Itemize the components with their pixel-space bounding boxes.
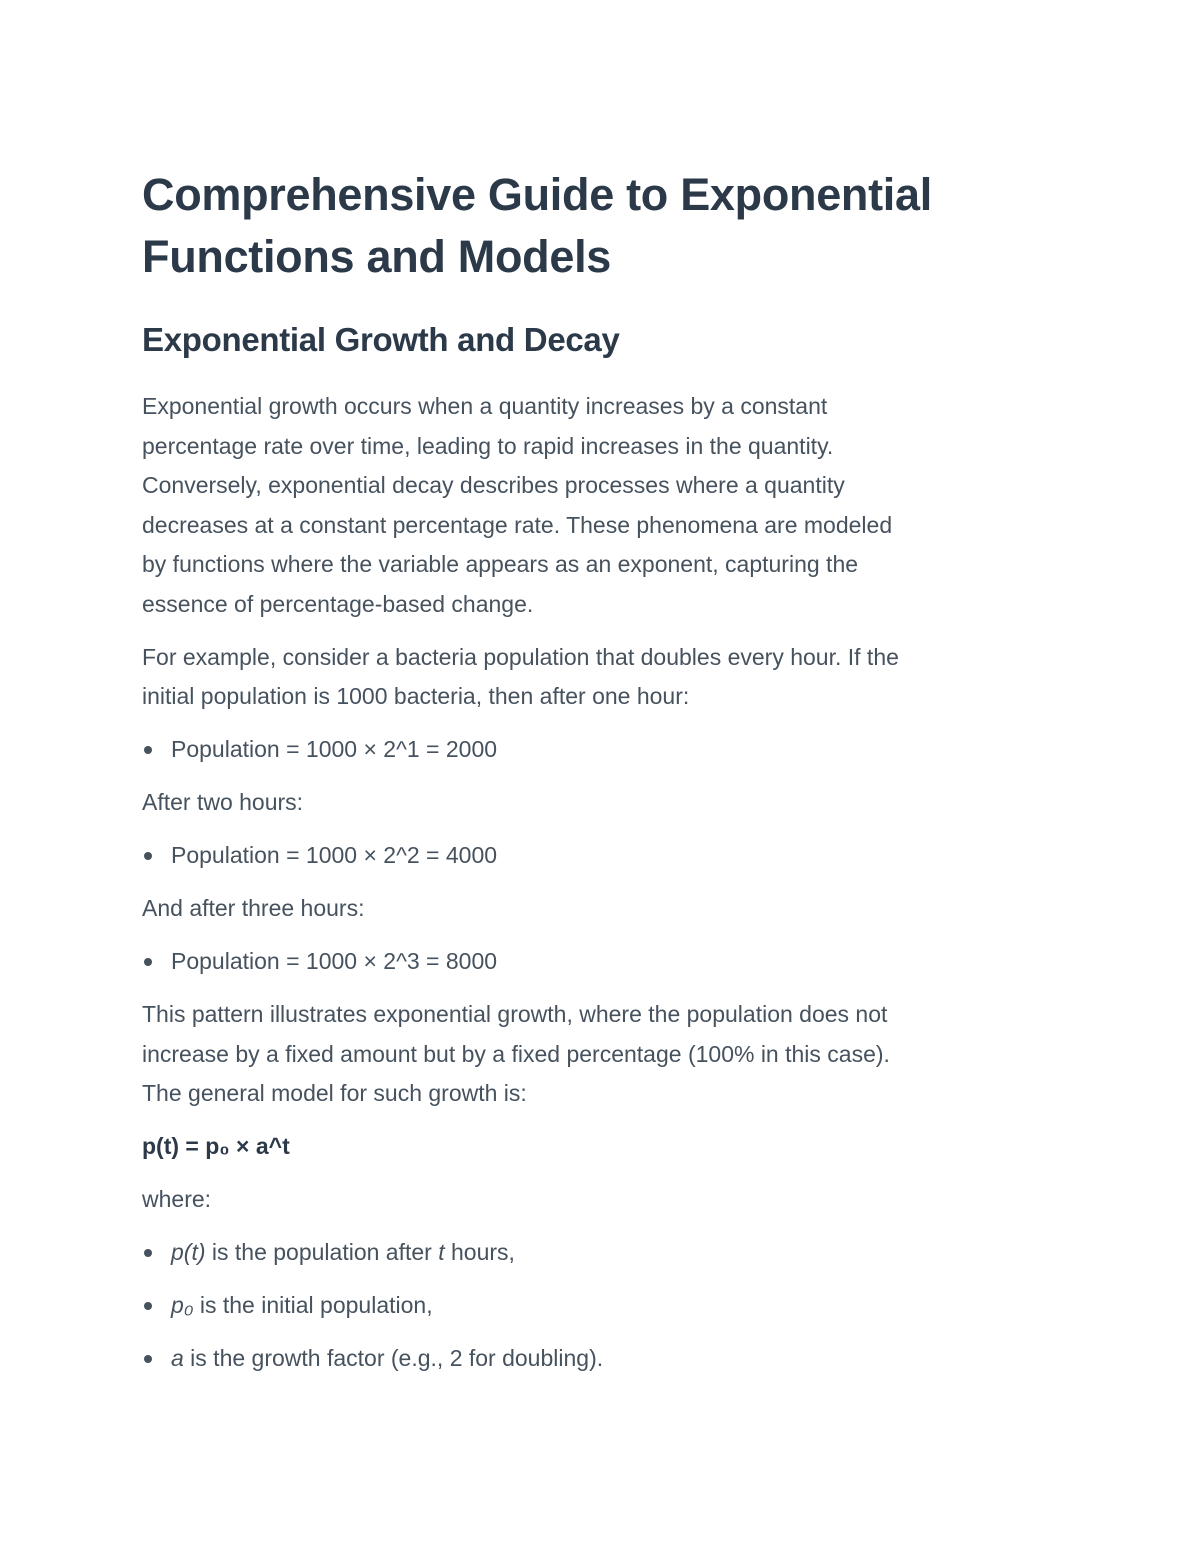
term: p(t) (171, 1239, 206, 1265)
after-two-hours-text: After two hours: (142, 789, 304, 815)
growth-formula: p(t) = p₀ × a^t (142, 1133, 290, 1159)
where-label: where: (142, 1186, 212, 1212)
list-item: Population = 1000 × 2^3 = 8000 (142, 942, 1082, 982)
list-item: Population = 1000 × 2^1 = 2000 (142, 730, 1082, 770)
list-item: p₀ is the initial population, (142, 1286, 1082, 1326)
section-heading: Exponential Growth and Decay (142, 321, 620, 358)
document-title: Comprehensive Guide to Exponential Functions and Models (142, 169, 932, 282)
example-paragraph: For example, consider a bacteria population that doubles every hour. If the initial population is 1000 bacteria, then after one hour: (142, 643, 899, 709)
document-page (142, 164, 1082, 1392)
after-three-hours-text: And after three hours: (142, 895, 365, 921)
pattern-paragraph: This pattern illustrates exponential growth, where the population does not increase by a fixed amount but by a fixed percentage (100% in this case). The general model for such growth is: (142, 1001, 890, 1106)
term: p₀ (171, 1292, 194, 1318)
term: a (171, 1345, 184, 1371)
intro-paragraph: Exponential growth occurs when a quantity increases by a constant percentage rate over time, leading to rapid increases in the quantity. Conversely, exponential decay describes processes where a quantity decreases at a constant percentage rate. These phenomena are modeled by functions where the variable appears as an exponent, capturing the essence of percentage-based change. (142, 393, 893, 617)
list-item: a is the growth factor (e.g., 2 for doubling). (142, 1339, 1082, 1379)
list-item: p(t) is the population after t hours, (142, 1233, 1082, 1273)
list-item: Population = 1000 × 2^2 = 4000 (142, 836, 1082, 876)
